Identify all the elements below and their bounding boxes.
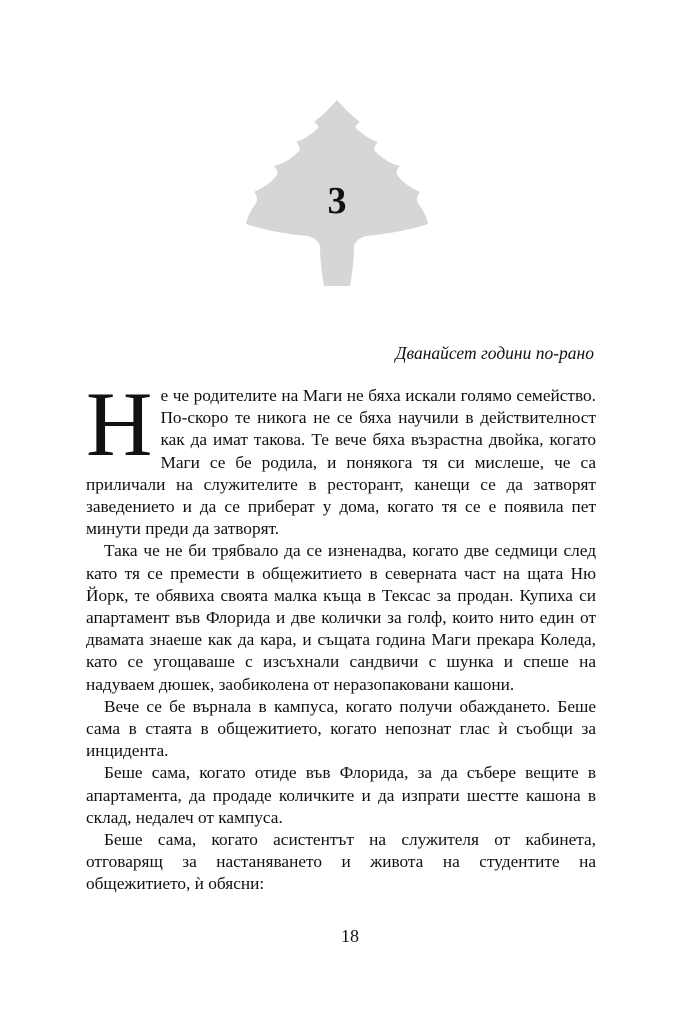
paragraph-1 [86,373,596,540]
paragraph-5: Беше сама, когато асистентът на служителя от кабинета, отговарящ за настаняването и живота на студентите на общежитието, ѝ обясни: [86,830,596,894]
paragraph-4: Беше сама, когато отиде във Флорида, за да събере вещите в апартамента, да продаде количките и да изпрати шестте кашона в склад, недалеч от кампуса. [86,763,596,827]
drop-cap: Н [86,373,153,475]
paragraph-2: Така че не би трябвало да се изненадва, когато две седмици след като тя се премести в общежитието в северната част на щата Ню Йорк, те обявиха своята малка къща в Тексас за продан. Купиха си апартамент във Флорида и две колички за голф, които нито един от двамата знаеше как да кара, и същата година Маги прекара Коледа, като се угощаваше с изсъхнали сандвичи с шунка и спеше на надуваем дюшек, заобиколена от неразопаковани кашони. [86,541,596,694]
paragraph-1-text: е че родителите на Маги не бяха искали голямо семейство. По-скоро те никога не се бяха научили в действителност как да имат такова. Те вече бяха възрастна двойка, когато Маги се бе родила, и понякога тя си мислеше, че са приличали на служителите в ресторант, канещи се да затворят заведението и да се приберат у дома, когато тя се е появила пет минути преди да затворят. [86,386,596,539]
chapter-subtitle: Дванайсет години по-рано [395,343,594,363]
page-number: 18 [341,926,359,946]
paragraph-3: Вече се бе върнала в кампуса, когато получи обаждането. Беше сама в стаята в общежитието, когато непознат глас ѝ съобщи за инцидента. [86,696,596,761]
chapter-body [86,373,596,896]
chapter-number: 3 [327,180,347,222]
